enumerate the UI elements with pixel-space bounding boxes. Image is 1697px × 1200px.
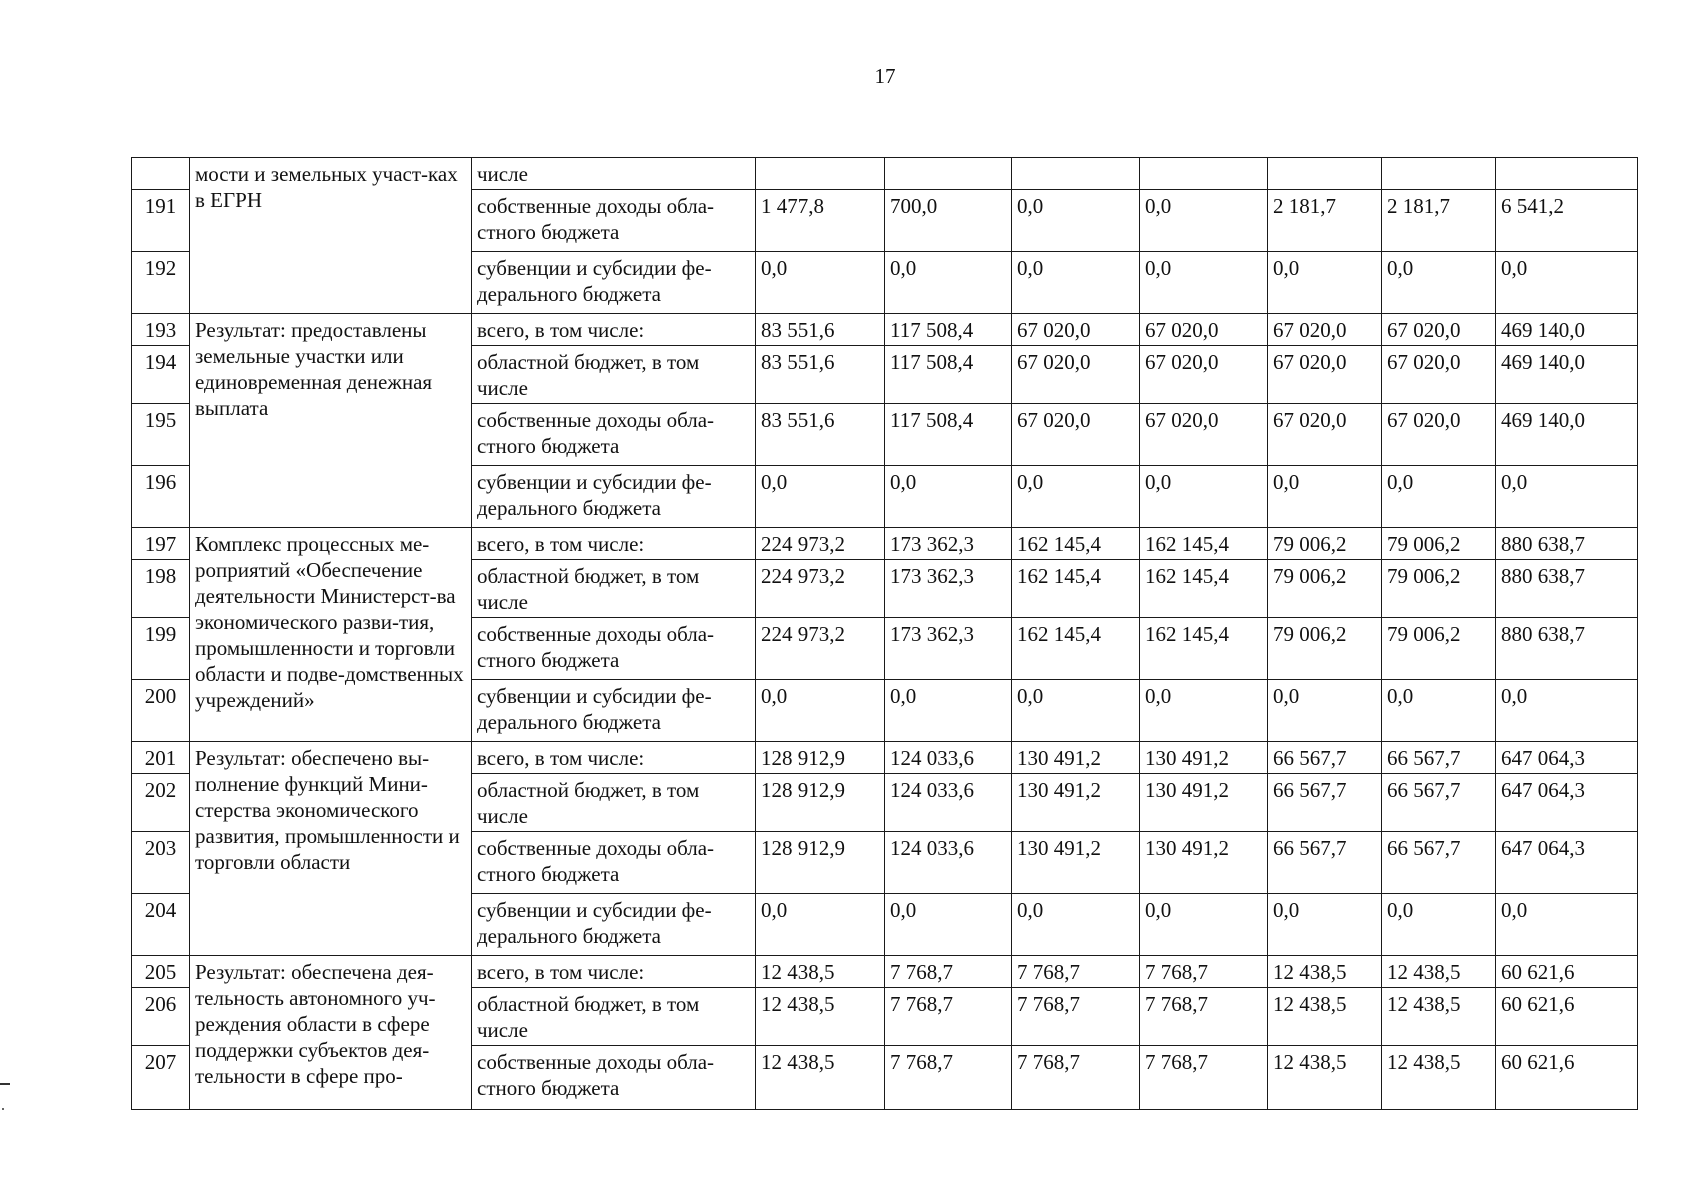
amount-cell: 700,0 <box>885 190 1012 252</box>
amount-cell: 124 033,6 <box>885 774 1012 832</box>
funding-source: собственные доходы обла-стного бюджета <box>472 1046 756 1110</box>
amount-cell: 7 768,7 <box>1012 988 1140 1046</box>
amount-cell: 880 638,7 <box>1496 560 1638 618</box>
amount-cell: 0,0 <box>885 894 1012 956</box>
funding-source: областной бюджет, в том числе <box>472 774 756 832</box>
amount-cell: 0,0 <box>1012 190 1140 252</box>
amount-cell: 67 020,0 <box>1268 404 1382 466</box>
amount-cell: 162 145,4 <box>1140 528 1268 560</box>
amount-cell: 0,0 <box>1140 190 1268 252</box>
amount-cell: 60 621,6 <box>1496 988 1638 1046</box>
amount-cell: 67 020,0 <box>1140 404 1268 466</box>
amount-cell: 0,0 <box>1268 466 1382 528</box>
row-number: 195 <box>132 404 190 466</box>
row-number <box>132 158 190 190</box>
amount-cell <box>1496 158 1638 190</box>
amount-cell: 173 362,3 <box>885 560 1012 618</box>
amount-cell: 79 006,2 <box>1268 560 1382 618</box>
table-row <box>132 158 1638 190</box>
amount-cell: 130 491,2 <box>1140 774 1268 832</box>
amount-cell: 12 438,5 <box>756 956 885 988</box>
amount-cell: 0,0 <box>1140 680 1268 742</box>
activity-label: Результат: обеспечено вы-полнение функций Мини-стерства экономического развития, промышленности и торговли области <box>190 742 472 956</box>
amount-cell: 7 768,7 <box>885 956 1012 988</box>
row-number: 193 <box>132 314 190 346</box>
row-number: 200 <box>132 680 190 742</box>
amount-cell: 66 567,7 <box>1268 774 1382 832</box>
amount-cell: 0,0 <box>1268 894 1382 956</box>
amount-cell: 224 973,2 <box>756 618 885 680</box>
amount-cell: 124 033,6 <box>885 742 1012 774</box>
amount-cell: 7 768,7 <box>1140 1046 1268 1110</box>
amount-cell: 83 551,6 <box>756 346 885 404</box>
amount-cell: 67 020,0 <box>1012 404 1140 466</box>
amount-cell: 2 181,7 <box>1268 190 1382 252</box>
funding-source: всего, в том числе: <box>472 528 756 560</box>
amount-cell: 66 567,7 <box>1382 774 1496 832</box>
amount-cell: 2 181,7 <box>1382 190 1496 252</box>
amount-cell: 0,0 <box>1496 894 1638 956</box>
row-number: 197 <box>132 528 190 560</box>
amount-cell <box>1012 158 1140 190</box>
amount-cell: 7 768,7 <box>1012 1046 1140 1110</box>
amount-cell: 79 006,2 <box>1268 528 1382 560</box>
amount-cell: 173 362,3 <box>885 618 1012 680</box>
amount-cell: 0,0 <box>1140 894 1268 956</box>
amount-cell: 66 567,7 <box>1382 832 1496 894</box>
amount-cell: 67 020,0 <box>1382 314 1496 346</box>
amount-cell: 0,0 <box>1012 466 1140 528</box>
amount-cell: 647 064,3 <box>1496 832 1638 894</box>
page-number: 17 <box>874 64 896 88</box>
amount-cell: 0,0 <box>1012 252 1140 314</box>
amount-cell: 83 551,6 <box>756 314 885 346</box>
amount-cell: 0,0 <box>756 252 885 314</box>
funding-source: всего, в том числе: <box>472 314 756 346</box>
amount-cell: 12 438,5 <box>756 988 885 1046</box>
amount-cell: 162 145,4 <box>1140 560 1268 618</box>
amount-cell: 0,0 <box>1496 252 1638 314</box>
amount-cell: 67 020,0 <box>1140 346 1268 404</box>
amount-cell: 647 064,3 <box>1496 742 1638 774</box>
amount-cell: 60 621,6 <box>1496 1046 1638 1110</box>
table-body <box>132 158 1638 1110</box>
amount-cell: 79 006,2 <box>1268 618 1382 680</box>
amount-cell: 67 020,0 <box>1012 314 1140 346</box>
amount-cell: 0,0 <box>756 466 885 528</box>
amount-cell: 7 768,7 <box>1140 988 1268 1046</box>
amount-cell: 117 508,4 <box>885 314 1012 346</box>
amount-cell: 469 140,0 <box>1496 314 1638 346</box>
amount-cell: 7 768,7 <box>1012 956 1140 988</box>
funding-source: всего, в том числе: <box>472 956 756 988</box>
amount-cell: 162 145,4 <box>1012 560 1140 618</box>
amount-cell: 60 621,6 <box>1496 956 1638 988</box>
amount-cell: 66 567,7 <box>1382 742 1496 774</box>
row-number: 203 <box>132 832 190 894</box>
amount-cell: 0,0 <box>885 252 1012 314</box>
budget-table <box>131 157 1638 1110</box>
amount-cell: 880 638,7 <box>1496 618 1638 680</box>
amount-cell: 0,0 <box>1382 252 1496 314</box>
table-row <box>132 314 1638 346</box>
amount-cell: 0,0 <box>1496 680 1638 742</box>
funding-source: субвенции и субсидии фе-дерального бюджета <box>472 252 756 314</box>
amount-cell: 79 006,2 <box>1382 618 1496 680</box>
activity-label: мости и земельных участ-ках в ЕГРН <box>190 158 472 314</box>
amount-cell: 12 438,5 <box>1268 956 1382 988</box>
amount-cell: 117 508,4 <box>885 404 1012 466</box>
amount-cell: 0,0 <box>1382 894 1496 956</box>
amount-cell: 0,0 <box>1268 680 1382 742</box>
amount-cell <box>1382 158 1496 190</box>
scan-artifact-mark <box>0 1083 10 1085</box>
amount-cell: 0,0 <box>756 894 885 956</box>
funding-source: субвенции и субсидии фе-дерального бюджета <box>472 466 756 528</box>
funding-source: всего, в том числе: <box>472 742 756 774</box>
amount-cell: 128 912,9 <box>756 774 885 832</box>
amount-cell: 130 491,2 <box>1140 742 1268 774</box>
amount-cell <box>1268 158 1382 190</box>
funding-source: собственные доходы обла-стного бюджета <box>472 190 756 252</box>
amount-cell: 469 140,0 <box>1496 404 1638 466</box>
amount-cell: 0,0 <box>1382 466 1496 528</box>
amount-cell <box>1140 158 1268 190</box>
funding-source: собственные доходы обла-стного бюджета <box>472 404 756 466</box>
amount-cell: 0,0 <box>756 680 885 742</box>
amount-cell: 0,0 <box>1268 252 1382 314</box>
row-number: 201 <box>132 742 190 774</box>
amount-cell: 79 006,2 <box>1382 528 1496 560</box>
amount-cell: 12 438,5 <box>1268 1046 1382 1110</box>
amount-cell: 67 020,0 <box>1382 404 1496 466</box>
amount-cell: 880 638,7 <box>1496 528 1638 560</box>
funding-source: областной бюджет, в том числе <box>472 346 756 404</box>
amount-cell: 67 020,0 <box>1268 346 1382 404</box>
row-number: 206 <box>132 988 190 1046</box>
amount-cell: 128 912,9 <box>756 742 885 774</box>
scan-artifact-dot <box>2 1108 4 1110</box>
amount-cell: 7 768,7 <box>885 1046 1012 1110</box>
amount-cell: 130 491,2 <box>1140 832 1268 894</box>
amount-cell: 0,0 <box>1382 680 1496 742</box>
table-row <box>132 956 1638 988</box>
amount-cell: 647 064,3 <box>1496 774 1638 832</box>
amount-cell: 469 140,0 <box>1496 346 1638 404</box>
row-number: 202 <box>132 774 190 832</box>
amount-cell: 0,0 <box>1012 680 1140 742</box>
amount-cell: 1 477,8 <box>756 190 885 252</box>
amount-cell: 173 362,3 <box>885 528 1012 560</box>
row-number: 199 <box>132 618 190 680</box>
activity-label: Результат: предоставлены земельные участки или единовременная денежная выплата <box>190 314 472 528</box>
amount-cell: 162 145,4 <box>1012 618 1140 680</box>
amount-cell: 79 006,2 <box>1382 560 1496 618</box>
amount-cell: 130 491,2 <box>1012 742 1140 774</box>
amount-cell: 67 020,0 <box>1140 314 1268 346</box>
amount-cell: 124 033,6 <box>885 832 1012 894</box>
funding-source: числе <box>472 158 756 190</box>
amount-cell: 0,0 <box>1140 466 1268 528</box>
amount-cell: 7 768,7 <box>885 988 1012 1046</box>
funding-source: областной бюджет, в том числе <box>472 560 756 618</box>
table-row <box>132 528 1638 560</box>
amount-cell: 224 973,2 <box>756 560 885 618</box>
funding-source: субвенции и субсидии фе-дерального бюджета <box>472 680 756 742</box>
amount-cell: 12 438,5 <box>1382 988 1496 1046</box>
funding-source: собственные доходы обла-стного бюджета <box>472 832 756 894</box>
activity-label: Результат: обеспечена дея-тельность автономного уч-реждения области в сфере поддержки субъектов дея-тельности в сфере про- <box>190 956 472 1110</box>
amount-cell: 7 768,7 <box>1140 956 1268 988</box>
amount-cell <box>756 158 885 190</box>
amount-cell: 12 438,5 <box>1268 988 1382 1046</box>
amount-cell: 67 020,0 <box>1012 346 1140 404</box>
activity-label: Комплекс процессных ме-роприятий «Обеспечение деятельности Министерст-ва экономического разви-тия, промышленности и торговли области и подве-домственных учреждений» <box>190 528 472 742</box>
amount-cell: 0,0 <box>1140 252 1268 314</box>
amount-cell <box>885 158 1012 190</box>
row-number: 204 <box>132 894 190 956</box>
amount-cell: 128 912,9 <box>756 832 885 894</box>
amount-cell: 0,0 <box>1496 466 1638 528</box>
amount-cell: 6 541,2 <box>1496 190 1638 252</box>
row-number: 207 <box>132 1046 190 1110</box>
amount-cell: 130 491,2 <box>1012 774 1140 832</box>
amount-cell: 130 491,2 <box>1012 832 1140 894</box>
amount-cell: 162 145,4 <box>1012 528 1140 560</box>
row-number: 205 <box>132 956 190 988</box>
amount-cell: 12 438,5 <box>1382 956 1496 988</box>
amount-cell: 0,0 <box>885 466 1012 528</box>
amount-cell: 66 567,7 <box>1268 742 1382 774</box>
amount-cell: 117 508,4 <box>885 346 1012 404</box>
amount-cell: 162 145,4 <box>1140 618 1268 680</box>
row-number: 194 <box>132 346 190 404</box>
amount-cell: 67 020,0 <box>1268 314 1382 346</box>
amount-cell: 83 551,6 <box>756 404 885 466</box>
table-row <box>132 742 1638 774</box>
row-number: 198 <box>132 560 190 618</box>
funding-source: собственные доходы обла-стного бюджета <box>472 618 756 680</box>
row-number: 192 <box>132 252 190 314</box>
funding-source: областной бюджет, в том числе <box>472 988 756 1046</box>
amount-cell: 12 438,5 <box>1382 1046 1496 1110</box>
amount-cell: 0,0 <box>1012 894 1140 956</box>
amount-cell: 67 020,0 <box>1382 346 1496 404</box>
row-number: 196 <box>132 466 190 528</box>
amount-cell: 224 973,2 <box>756 528 885 560</box>
amount-cell: 12 438,5 <box>756 1046 885 1110</box>
amount-cell: 0,0 <box>885 680 1012 742</box>
amount-cell: 66 567,7 <box>1268 832 1382 894</box>
row-number: 191 <box>132 190 190 252</box>
funding-source: субвенции и субсидии фе-дерального бюджета <box>472 894 756 956</box>
